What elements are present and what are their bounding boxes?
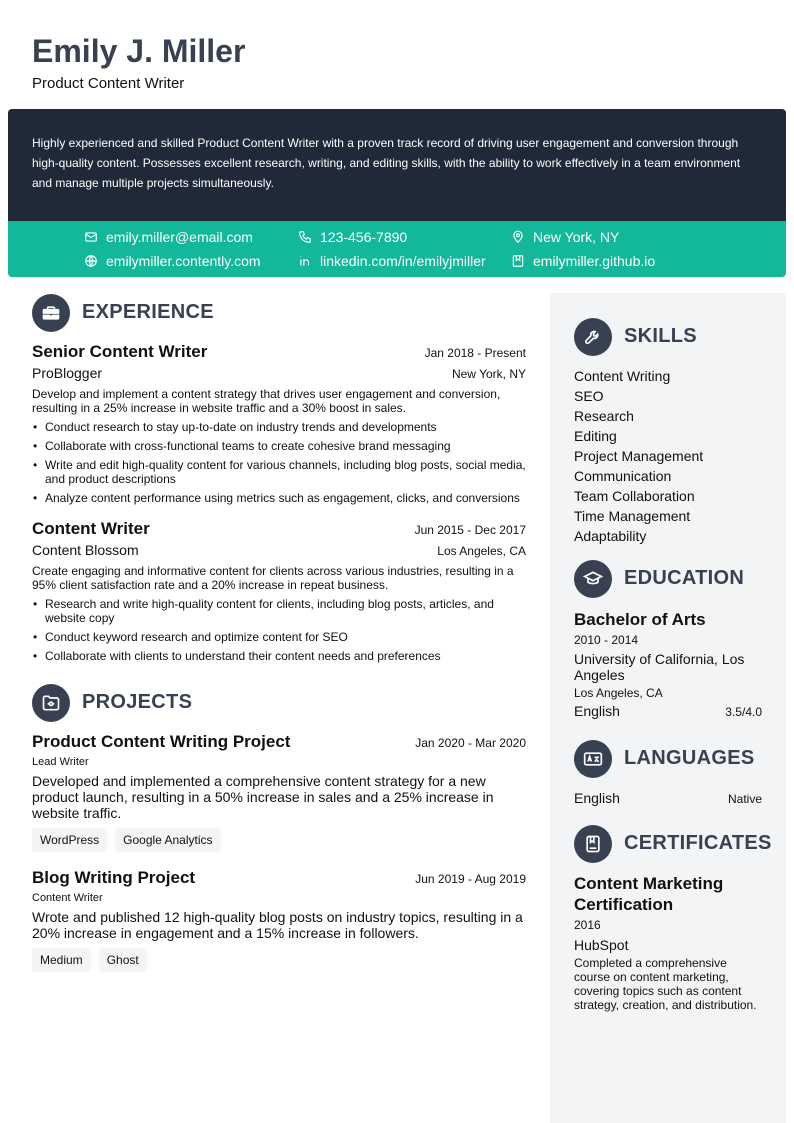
certificate-issuer: HubSpot [574, 937, 629, 953]
summary-banner [8, 109, 786, 221]
tag: Medium [32, 948, 91, 972]
certificates-heading [574, 824, 772, 863]
resume-header [32, 32, 245, 92]
education-gpa: 3.5/4.0 [725, 705, 762, 719]
translate-icon [574, 740, 612, 778]
education-entry [574, 609, 762, 719]
education-field: English [574, 703, 620, 719]
highlight-item: • Collaborate with cross-functional teams to create cohesive brand messaging [32, 439, 526, 453]
briefcase-icon [32, 294, 70, 332]
skill-item: SEO [574, 388, 604, 404]
skill-item: Project Management [574, 448, 704, 464]
contact-phone[interactable] [298, 227, 407, 247]
contact-email-text: emily.miller@email.com [106, 229, 253, 245]
languages-heading [574, 739, 762, 778]
education-degree: Bachelor of Arts [574, 610, 706, 629]
skill-item: Adaptability [574, 528, 647, 544]
certificate-description: Completed a comprehensive course on content marketing, covering topics such as content strategy, creation, and distribution. [574, 956, 757, 1012]
tag: Ghost [99, 948, 147, 972]
globe-icon [84, 254, 98, 268]
skill-item: Time Management [574, 508, 691, 524]
map-pin-icon [511, 230, 525, 244]
contact-phone-text: 123-456-7890 [320, 229, 408, 245]
tag: WordPress [32, 828, 107, 852]
highlight-item: • Research and write high-quality content for clients, including blog posts, articles, and website copy [32, 597, 526, 625]
contact-location [511, 227, 619, 247]
education-heading [574, 559, 762, 598]
job-title: Content Writer [32, 519, 150, 538]
main-column [32, 293, 526, 972]
education-dates: 2010 - 2014 [574, 633, 639, 647]
experience-title: EXPERIENCE [82, 301, 214, 323]
experience-entry [32, 519, 526, 663]
contact-location-text: New York, NY [533, 229, 620, 245]
skills-heading [574, 317, 762, 356]
contact-linkedin[interactable] [298, 251, 486, 271]
projects-title: PROJECTS [82, 691, 193, 713]
bookmark-icon [511, 254, 525, 268]
skill-item: Communication [574, 468, 672, 484]
project-role: Lead Writer [32, 756, 89, 768]
experience-entry [32, 342, 526, 505]
job-date: Jan 2018 - Present [424, 346, 526, 360]
mail-icon [84, 230, 98, 244]
project-entry [32, 732, 526, 852]
project-entry [32, 868, 526, 972]
candidate-headline: Product Content Writer [32, 75, 185, 92]
phone-icon [298, 230, 312, 244]
job-highlights [32, 597, 526, 663]
tag: Google Analytics [115, 828, 220, 852]
languages-title: LANGUAGES [624, 747, 755, 769]
folder-icon [32, 684, 70, 722]
skill-item: Content Writing [574, 368, 671, 384]
candidate-name: Emily J. Miller [32, 33, 246, 69]
project-title: Blog Writing Project [32, 868, 196, 887]
contact-portfolio-text: emilymiller.github.io [533, 253, 656, 269]
job-summary: Develop and implement a content strategy that drives user engagement and conversion, resulting in a 25% increase in website traffic and a 30% boost in sales. [32, 387, 501, 415]
highlight-item: • Conduct research to stay up-to-date on industry trends and developments [32, 420, 526, 434]
contact-email[interactable] [84, 227, 253, 247]
project-description: Developed and implemented a comprehensive content strategy for a new product launch, resulting in a 50% increase in sales and a 25% increase in website traffic. [32, 773, 494, 821]
skill-item: Team Collaboration [574, 488, 695, 504]
highlight-item: • Conduct keyword research and optimize content for SEO [32, 630, 526, 644]
contact-bar [8, 221, 786, 277]
language-item [574, 790, 762, 806]
education-school: University of California, Los Angeles [574, 651, 745, 683]
contact-website[interactable] [84, 251, 261, 271]
education-location: Los Angeles, CA [574, 686, 663, 700]
project-date: Jun 2019 - Aug 2019 [415, 872, 526, 886]
certificate-title: Content Marketing Certification [574, 874, 724, 914]
graduation-cap-icon [574, 560, 612, 598]
projects-heading [32, 683, 526, 722]
sidebar-column [550, 293, 786, 1123]
certificate-year: 2016 [574, 918, 601, 932]
experience-heading [32, 293, 526, 332]
project-role: Content Writer [32, 892, 103, 904]
certificates-title: CERTIFICATES [624, 832, 772, 854]
job-summary: Create engaging and informative content for clients across various industries, resulting in a 95% client satisfaction rate and a 20% increase in repeat business. [32, 564, 514, 592]
certificate-entry [574, 873, 762, 1012]
job-company: Content Blossom [32, 542, 139, 558]
job-title: Senior Content Writer [32, 342, 208, 361]
contact-linkedin-text: linkedin.com/in/emilyjmiller [320, 253, 486, 269]
skills-list [574, 366, 762, 546]
book-icon [574, 825, 612, 863]
job-location: New York, NY [451, 367, 526, 381]
project-title: Product Content Writing Project [32, 732, 291, 751]
project-tags [32, 948, 526, 972]
language-level: Native [727, 792, 762, 806]
highlight-item: • Write and edit high-quality content for various channels, including blog posts, social media, and product descriptions [32, 458, 526, 486]
contact-portfolio[interactable] [511, 251, 655, 271]
skill-item: Editing [574, 428, 617, 444]
job-highlights [32, 420, 526, 505]
education-title: EDUCATION [624, 567, 745, 589]
project-date: Jan 2020 - Mar 2020 [415, 736, 526, 750]
contact-website-text: emilymiller.contently.com [106, 253, 261, 269]
skill-item: Research [574, 408, 634, 424]
job-date: Jun 2015 - Dec 2017 [414, 523, 526, 537]
job-company: ProBlogger [32, 365, 103, 381]
skills-title: SKILLS [624, 325, 697, 347]
job-location: Los Angeles, CA [437, 544, 526, 558]
summary-text: Highly experienced and skilled Product Content Writer with a proven track record of driving user engagement and conversion through high-quality content. Possesses excellent research, writing, and editing skills, with the ability to work effectively in a team environment and manage multiple projects simultaneously. [32, 136, 741, 190]
wrench-icon [574, 318, 612, 356]
project-tags [32, 828, 526, 852]
highlight-item: • Collaborate with clients to understand their content needs and preferences [32, 649, 526, 663]
highlight-item: • Analyze content performance using metrics such as engagement, clicks, and conversions [32, 491, 526, 505]
linkedin-icon [298, 254, 312, 268]
project-description: Wrote and published 12 high-quality blog posts on industry topics, resulting in a 20% increase in engagement and a 15% increase in followers. [32, 909, 523, 941]
language-name: English [574, 790, 620, 806]
